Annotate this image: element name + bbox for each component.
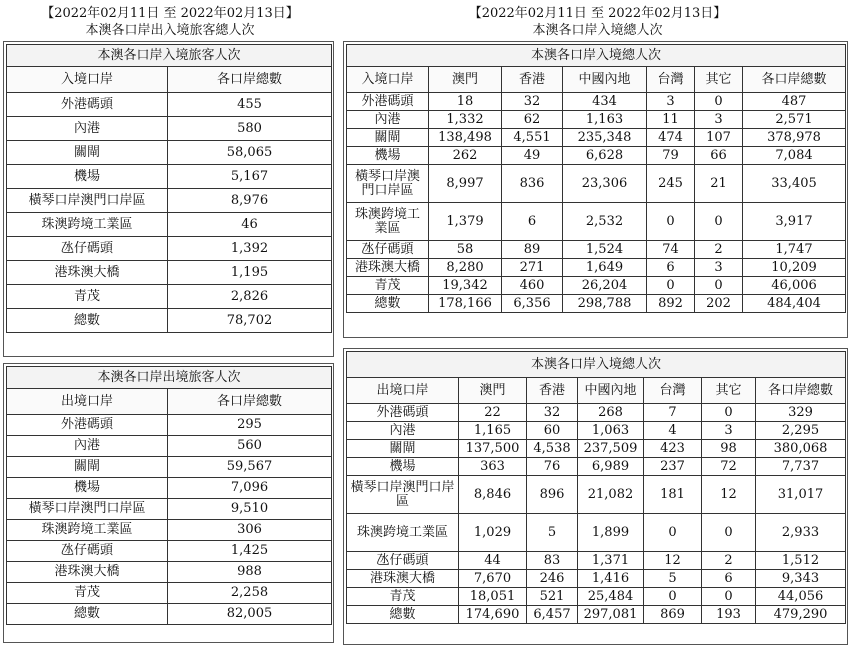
value-cell: 560 xyxy=(168,436,332,457)
value-cell: 76 xyxy=(527,458,578,476)
value-cell: 60 xyxy=(527,422,578,440)
value-cell: 178,166 xyxy=(429,295,502,313)
table-row xyxy=(7,285,332,309)
value-cell: 78,702 xyxy=(168,309,332,333)
value-cell: 174,690 xyxy=(459,606,527,624)
port-name-cell: 氹仔碼頭 xyxy=(7,541,168,562)
table-title-row xyxy=(347,45,846,67)
value-cell: 460 xyxy=(502,277,563,295)
value-cell: 7,737 xyxy=(756,458,846,476)
value-cell: 297,081 xyxy=(578,606,644,624)
value-cell: 44 xyxy=(459,552,527,570)
port-name-cell: 外港碼頭 xyxy=(7,415,168,436)
column-header: 中國內地 xyxy=(578,378,644,404)
table-title-row xyxy=(347,352,846,378)
value-cell: 378,978 xyxy=(743,129,846,147)
value-cell: 8,846 xyxy=(459,476,527,514)
port-name-cell: 總數 xyxy=(7,309,168,333)
value-cell: 1,649 xyxy=(563,259,647,277)
table-row xyxy=(347,277,846,295)
column-header: 其它 xyxy=(702,378,756,404)
value-cell: 484,404 xyxy=(743,295,846,313)
value-cell: 89 xyxy=(502,241,563,259)
value-cell: 237 xyxy=(644,458,702,476)
table-row xyxy=(7,604,332,625)
table-header-row xyxy=(7,389,332,415)
column-header: 香港 xyxy=(502,67,563,93)
table-row xyxy=(347,458,846,476)
value-cell: 2 xyxy=(702,552,756,570)
table-row xyxy=(347,111,846,129)
value-cell: 487 xyxy=(743,93,846,111)
value-cell: 474 xyxy=(647,129,695,147)
column-header: 各口岸總數 xyxy=(756,378,846,404)
value-cell: 21 xyxy=(695,165,743,203)
value-cell: 6,989 xyxy=(578,458,644,476)
port-name-cell: 機場 xyxy=(7,478,168,499)
value-cell: 237,509 xyxy=(578,440,644,458)
value-cell: 82,005 xyxy=(168,604,332,625)
value-cell: 988 xyxy=(168,562,332,583)
value-cell: 12 xyxy=(644,552,702,570)
value-cell: 6 xyxy=(502,203,563,241)
port-name-cell: 總數 xyxy=(7,604,168,625)
value-cell: 19,342 xyxy=(429,277,502,295)
port-name-cell: 港珠澳大橋 xyxy=(7,261,168,285)
table-row xyxy=(7,141,332,165)
value-cell: 21,082 xyxy=(578,476,644,514)
value-cell: 8,976 xyxy=(168,189,332,213)
table-header-row xyxy=(7,67,332,93)
value-cell: 1,029 xyxy=(459,514,527,552)
value-cell: 8,280 xyxy=(429,259,502,277)
value-cell: 1,524 xyxy=(563,241,647,259)
value-cell: 1,165 xyxy=(459,422,527,440)
value-cell: 6,356 xyxy=(502,295,563,313)
value-cell: 0 xyxy=(695,203,743,241)
value-cell: 1,425 xyxy=(168,541,332,562)
value-cell: 3,917 xyxy=(743,203,846,241)
value-cell: 3 xyxy=(702,422,756,440)
value-cell: 7 xyxy=(644,404,702,422)
port-name-cell: 青茂 xyxy=(347,588,459,606)
port-name-cell: 內港 xyxy=(7,117,168,141)
value-cell: 268 xyxy=(578,404,644,422)
value-cell: 1,379 xyxy=(429,203,502,241)
value-cell: 22 xyxy=(459,404,527,422)
table-row xyxy=(7,520,332,541)
table-row xyxy=(347,404,846,422)
value-cell: 4,551 xyxy=(502,129,563,147)
table-title-row xyxy=(7,45,332,67)
port-name-cell: 氹仔碼頭 xyxy=(347,552,459,570)
port-name-cell: 氹仔碼頭 xyxy=(347,241,429,259)
column-header: 各口岸總數 xyxy=(168,389,332,415)
value-cell: 0 xyxy=(695,277,743,295)
value-cell: 892 xyxy=(647,295,695,313)
value-cell: 329 xyxy=(756,404,846,422)
value-cell: 1,899 xyxy=(578,514,644,552)
value-cell: 4,538 xyxy=(527,440,578,458)
value-cell: 138,498 xyxy=(429,129,502,147)
value-cell: 6 xyxy=(647,259,695,277)
value-cell: 2,933 xyxy=(756,514,846,552)
port-name-cell: 機場 xyxy=(347,458,459,476)
value-cell: 363 xyxy=(459,458,527,476)
value-cell: 137,500 xyxy=(459,440,527,458)
table-row xyxy=(347,165,846,203)
value-cell: 455 xyxy=(168,93,332,117)
table-row xyxy=(7,117,332,141)
value-cell: 5 xyxy=(644,570,702,588)
left-entry-table xyxy=(6,44,332,333)
value-cell: 32 xyxy=(527,404,578,422)
table-row xyxy=(7,213,332,237)
column-header: 入境口岸 xyxy=(347,67,429,93)
value-cell: 44,056 xyxy=(756,588,846,606)
column-header: 台灣 xyxy=(644,378,702,404)
table-row xyxy=(7,499,332,520)
value-cell: 2,258 xyxy=(168,583,332,604)
value-cell: 12 xyxy=(702,476,756,514)
table-row xyxy=(347,476,846,514)
value-cell: 479,290 xyxy=(756,606,846,624)
value-cell: 2 xyxy=(695,241,743,259)
column-header: 澳門 xyxy=(459,378,527,404)
value-cell: 2,532 xyxy=(563,203,647,241)
right-exit-table xyxy=(346,351,846,624)
value-cell: 896 xyxy=(527,476,578,514)
table-row xyxy=(7,562,332,583)
table-row xyxy=(347,203,846,241)
value-cell: 0 xyxy=(702,588,756,606)
port-name-cell: 內港 xyxy=(347,111,429,129)
value-cell: 4 xyxy=(644,422,702,440)
value-cell: 5,167 xyxy=(168,165,332,189)
value-cell: 2,295 xyxy=(756,422,846,440)
value-cell: 0 xyxy=(702,514,756,552)
value-cell: 7,084 xyxy=(743,147,846,165)
value-cell: 49 xyxy=(502,147,563,165)
value-cell: 3 xyxy=(695,111,743,129)
table-row xyxy=(7,436,332,457)
table-title: 本澳各口岸出境旅客人次 xyxy=(7,367,332,389)
port-name-cell: 氹仔碼頭 xyxy=(7,237,168,261)
value-cell: 0 xyxy=(644,514,702,552)
column-header: 出境口岸 xyxy=(347,378,459,404)
value-cell: 83 xyxy=(527,552,578,570)
value-cell: 1,747 xyxy=(743,241,846,259)
table-row xyxy=(347,241,846,259)
port-name-cell: 珠澳跨境工業區 xyxy=(347,514,459,552)
table-row xyxy=(7,237,332,261)
port-name-cell: 內港 xyxy=(7,436,168,457)
value-cell: 107 xyxy=(695,129,743,147)
value-cell: 0 xyxy=(644,588,702,606)
column-header: 出境口岸 xyxy=(7,389,168,415)
port-name-cell: 橫琴口岸澳門口岸區 xyxy=(7,499,168,520)
table-header-row xyxy=(347,67,846,93)
value-cell: 26,204 xyxy=(563,277,647,295)
port-name-cell: 珠澳跨境工業區 xyxy=(347,203,429,241)
value-cell: 202 xyxy=(695,295,743,313)
table-row xyxy=(347,552,846,570)
table-row xyxy=(347,588,846,606)
value-cell: 33,405 xyxy=(743,165,846,203)
value-cell: 3 xyxy=(647,93,695,111)
table-row xyxy=(347,295,846,313)
left-date-range: 【2022年02月11日 至 2022年02月13日】 xyxy=(41,6,299,21)
value-cell: 10,209 xyxy=(743,259,846,277)
value-cell: 32 xyxy=(502,93,563,111)
value-cell: 58 xyxy=(429,241,502,259)
value-cell: 521 xyxy=(527,588,578,606)
value-cell: 9,343 xyxy=(756,570,846,588)
table-row xyxy=(347,129,846,147)
value-cell: 1,163 xyxy=(563,111,647,129)
value-cell: 0 xyxy=(702,404,756,422)
value-cell: 423 xyxy=(644,440,702,458)
port-name-cell: 總數 xyxy=(347,295,429,313)
value-cell: 59,567 xyxy=(168,457,332,478)
value-cell: 193 xyxy=(702,606,756,624)
value-cell: 1,416 xyxy=(578,570,644,588)
value-cell: 246 xyxy=(527,570,578,588)
table-row xyxy=(7,189,332,213)
table-row xyxy=(347,259,846,277)
column-header: 澳門 xyxy=(429,67,502,93)
value-cell: 2,826 xyxy=(168,285,332,309)
value-cell: 295 xyxy=(168,415,332,436)
column-header: 中國內地 xyxy=(563,67,647,93)
port-name-cell: 青茂 xyxy=(7,285,168,309)
port-name-cell: 橫琴口岸澳門口岸區 xyxy=(7,189,168,213)
port-name-cell: 橫琴口岸澳門口岸區 xyxy=(347,165,429,203)
table-title: 本澳各口岸入境總人次 xyxy=(347,352,846,378)
port-name-cell: 珠澳跨境工業區 xyxy=(7,520,168,541)
table-row xyxy=(347,440,846,458)
table-row xyxy=(7,93,332,117)
port-name-cell: 青茂 xyxy=(7,583,168,604)
value-cell: 434 xyxy=(563,93,647,111)
value-cell: 6 xyxy=(702,570,756,588)
value-cell: 7,096 xyxy=(168,478,332,499)
port-name-cell: 內港 xyxy=(347,422,459,440)
value-cell: 235,348 xyxy=(563,129,647,147)
port-name-cell: 關閘 xyxy=(7,141,168,165)
table-row xyxy=(347,606,846,624)
value-cell: 1,512 xyxy=(756,552,846,570)
value-cell: 46,006 xyxy=(743,277,846,295)
table-title: 本澳各口岸入境總人次 xyxy=(347,45,846,67)
port-name-cell: 總數 xyxy=(347,606,459,624)
value-cell: 6,628 xyxy=(563,147,647,165)
right-entry-table xyxy=(346,44,846,313)
value-cell: 58,065 xyxy=(168,141,332,165)
value-cell: 0 xyxy=(647,203,695,241)
table-row xyxy=(347,570,846,588)
table-row xyxy=(347,422,846,440)
value-cell: 7,670 xyxy=(459,570,527,588)
value-cell: 836 xyxy=(502,165,563,203)
column-header: 入境口岸 xyxy=(7,67,168,93)
value-cell: 79 xyxy=(647,147,695,165)
value-cell: 18,051 xyxy=(459,588,527,606)
left-subtitle: 本澳各口岸出入境旅客總人次 xyxy=(85,23,255,38)
column-header: 其它 xyxy=(695,67,743,93)
value-cell: 5 xyxy=(527,514,578,552)
port-name-cell: 外港碼頭 xyxy=(7,93,168,117)
port-name-cell: 港珠澳大橋 xyxy=(347,570,459,588)
value-cell: 9,510 xyxy=(168,499,332,520)
table-row xyxy=(347,514,846,552)
table-row xyxy=(7,541,332,562)
column-header: 各口岸總數 xyxy=(743,67,846,93)
port-name-cell: 橫琴口岸澳門口岸區 xyxy=(347,476,459,514)
left-exit-table xyxy=(6,366,332,625)
port-name-cell: 珠澳跨境工業區 xyxy=(7,213,168,237)
value-cell: 11 xyxy=(647,111,695,129)
value-cell: 6,457 xyxy=(527,606,578,624)
table-row xyxy=(7,478,332,499)
value-cell: 0 xyxy=(647,277,695,295)
table-title-row xyxy=(7,367,332,389)
right-date-range: 【2022年02月11日 至 2022年02月13日】 xyxy=(468,6,727,21)
value-cell: 3 xyxy=(695,259,743,277)
value-cell: 1,371 xyxy=(578,552,644,570)
value-cell: 298,788 xyxy=(563,295,647,313)
value-cell: 1,195 xyxy=(168,261,332,285)
value-cell: 66 xyxy=(695,147,743,165)
value-cell: 245 xyxy=(647,165,695,203)
port-name-cell: 機場 xyxy=(7,165,168,189)
port-name-cell: 港珠澳大橋 xyxy=(347,259,429,277)
port-name-cell: 外港碼頭 xyxy=(347,404,459,422)
value-cell: 8,997 xyxy=(429,165,502,203)
table-row xyxy=(7,583,332,604)
value-cell: 1,332 xyxy=(429,111,502,129)
column-header: 台灣 xyxy=(647,67,695,93)
value-cell: 25,484 xyxy=(578,588,644,606)
table-row xyxy=(347,93,846,111)
right-subtitle: 本澳各口岸入境總人次 xyxy=(532,23,663,38)
table-row xyxy=(7,309,332,333)
port-name-cell: 關閘 xyxy=(7,457,168,478)
value-cell: 271 xyxy=(502,259,563,277)
table-title: 本澳各口岸入境旅客人次 xyxy=(7,45,332,67)
value-cell: 181 xyxy=(644,476,702,514)
value-cell: 380,068 xyxy=(756,440,846,458)
value-cell: 869 xyxy=(644,606,702,624)
value-cell: 98 xyxy=(702,440,756,458)
port-name-cell: 關閘 xyxy=(347,129,429,147)
table-row xyxy=(347,147,846,165)
table-header-row xyxy=(347,378,846,404)
value-cell: 0 xyxy=(695,93,743,111)
column-header: 各口岸總數 xyxy=(168,67,332,93)
value-cell: 72 xyxy=(702,458,756,476)
column-header: 香港 xyxy=(527,378,578,404)
port-name-cell: 港珠澳大橋 xyxy=(7,562,168,583)
table-row xyxy=(7,415,332,436)
port-name-cell: 青茂 xyxy=(347,277,429,295)
port-name-cell: 外港碼頭 xyxy=(347,93,429,111)
table-row xyxy=(7,261,332,285)
value-cell: 1,392 xyxy=(168,237,332,261)
value-cell: 18 xyxy=(429,93,502,111)
value-cell: 74 xyxy=(647,241,695,259)
value-cell: 23,306 xyxy=(563,165,647,203)
port-name-cell: 機場 xyxy=(347,147,429,165)
value-cell: 262 xyxy=(429,147,502,165)
value-cell: 306 xyxy=(168,520,332,541)
value-cell: 46 xyxy=(168,213,332,237)
value-cell: 2,571 xyxy=(743,111,846,129)
value-cell: 62 xyxy=(502,111,563,129)
table-row xyxy=(7,165,332,189)
value-cell: 31,017 xyxy=(756,476,846,514)
value-cell: 1,063 xyxy=(578,422,644,440)
value-cell: 580 xyxy=(168,117,332,141)
port-name-cell: 關閘 xyxy=(347,440,459,458)
table-row xyxy=(7,457,332,478)
